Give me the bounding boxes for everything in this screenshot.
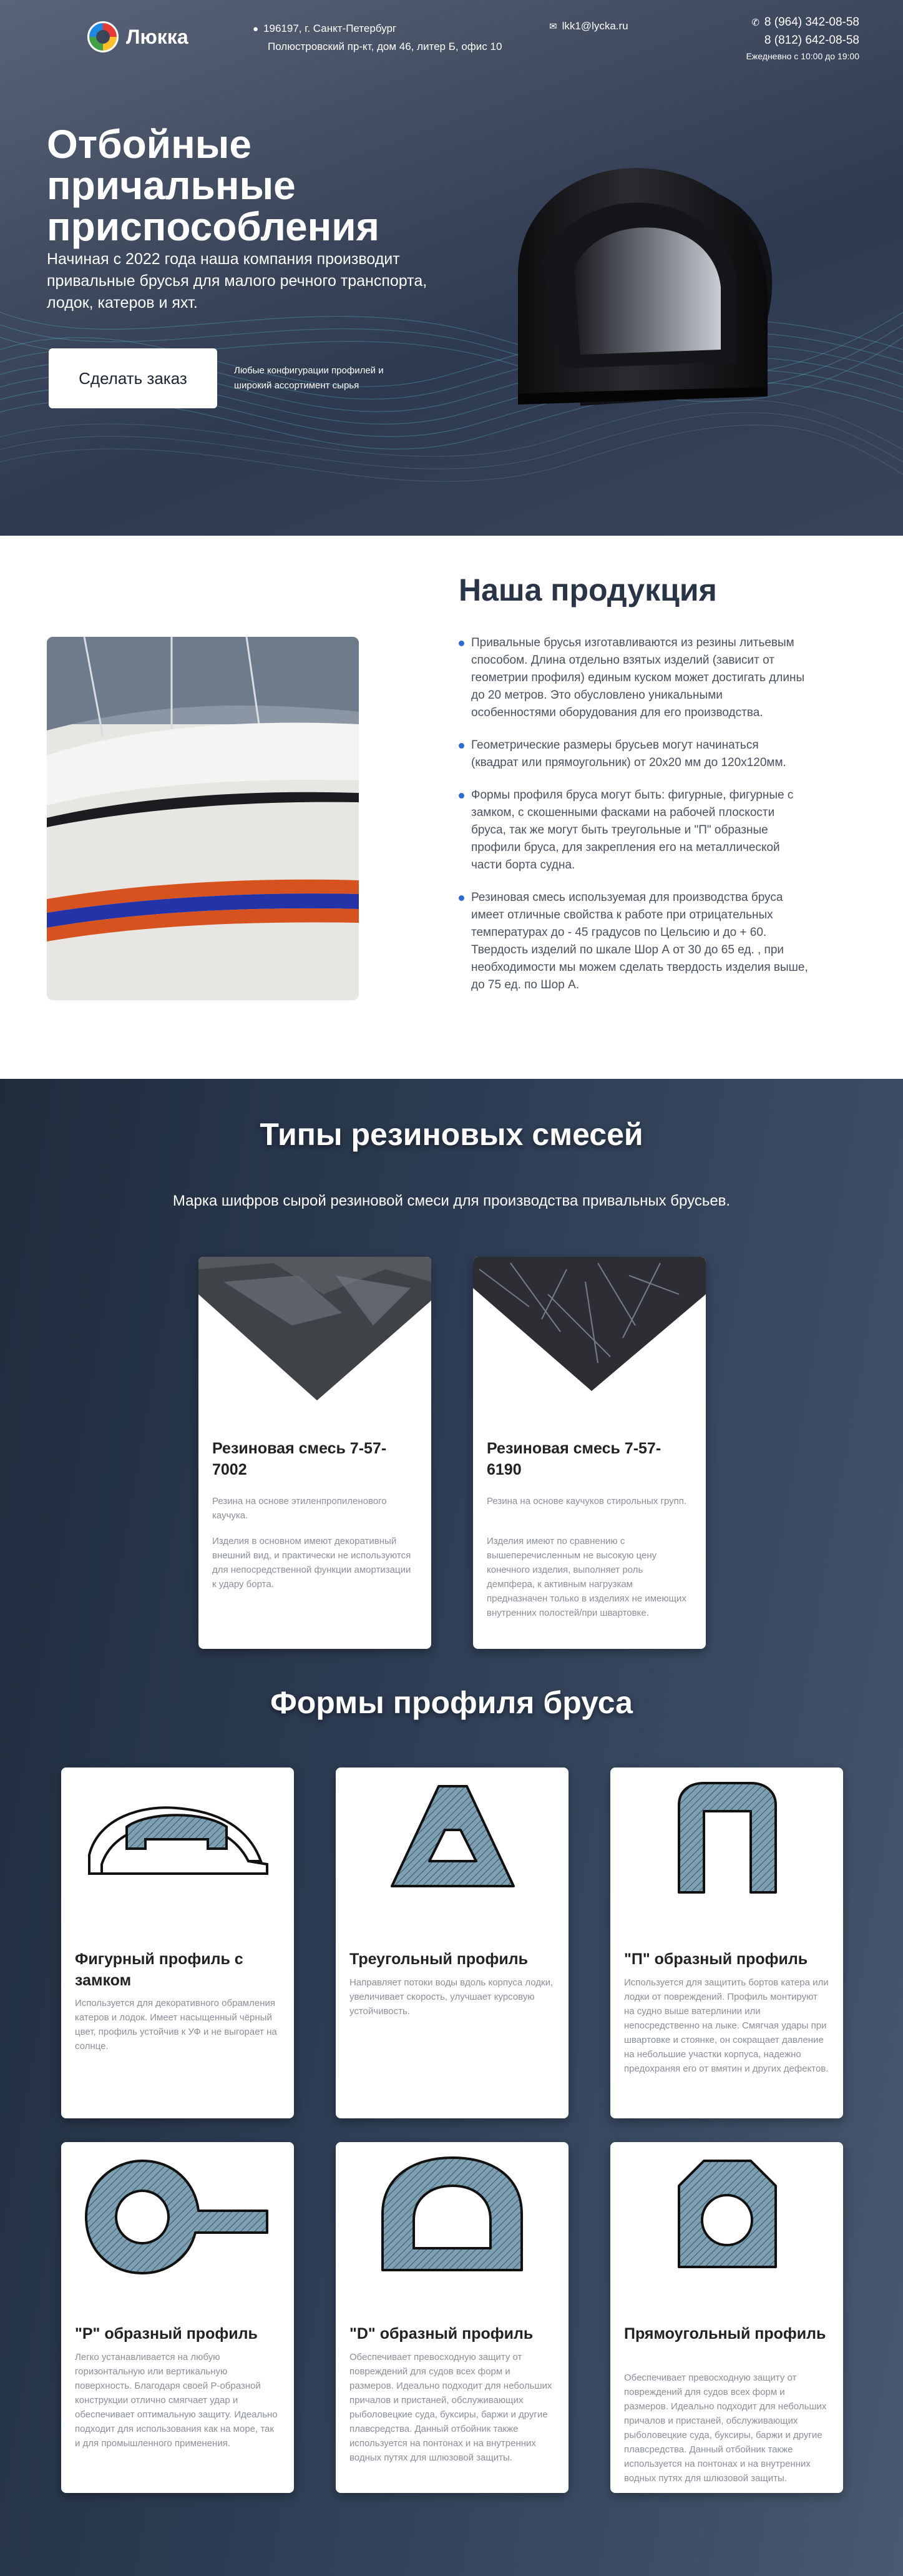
rubber-compound-image: [473, 1257, 706, 1411]
profile-card-title: Треугольный профиль: [349, 1950, 528, 1968]
profile-card: [61, 1767, 294, 2118]
d-shape-profile-icon: [336, 2142, 569, 2292]
mix-card: [473, 1257, 706, 1649]
list-item: Формы профиля бруса могут быть: фигурные, фигурные с замком, с скошенными фасками на рабочей плоскости бруса, так же могут быть треугольные и "П" образные профили бруса, для закрепления его на металлической части борта судна.: [459, 787, 808, 874]
profiles-title: Формы профиля бруса: [270, 1685, 633, 1720]
mix-card-title: Резиновая смесь 7-57-6190: [487, 1440, 661, 1478]
working-hours: Ежедневно с 10:00 до 19:00: [746, 51, 859, 61]
fender-product-image: [505, 156, 793, 425]
list-item: Привальные брусья изготавливаются из резины литьевым способом. Длина отдельно взятых изделий (зависит от геометрии профиля) единым куском может достигать длины до 20 метров. Это обусловлено уникальными особенностями оборудования для его производства.: [459, 634, 808, 722]
order-note: Любые конфигурации профилей и широкий ассортимент сырья: [234, 365, 384, 391]
triangle-profile-icon: [336, 1767, 569, 1917]
rubber-compound-image: [198, 1257, 431, 1411]
mix-card-text-2: Изделия имеют по сравнению с вышеперечисленным не высокую цену конечного изделия, выполняет роль демпфера, к активным нагрузкам предназначен только в изделиях не имеющих внутренних полостей/при швартовке.: [487, 1536, 686, 1618]
order-button[interactable]: Сделать заказ: [49, 348, 217, 408]
list-item: Геометрические размеры брусьев могут начинаться (квадрат или прямоугольник) от 20х20 мм до 120х120мм.: [459, 737, 808, 772]
address-line-2: Полюстровский пр-кт, дом 46, литер Б, офис 10: [268, 41, 502, 52]
phones: [746, 14, 859, 63]
profile-card: [336, 1767, 569, 2118]
profile-card-title: Фигурный профиль с замком: [75, 1950, 243, 1989]
materials-section: [0, 1079, 903, 2576]
mix-card-title: Резиновая смесь 7-57-7002: [212, 1440, 387, 1478]
brand-name: Люкка: [126, 25, 188, 48]
mix-card-text-1: Резина на основе каучуков стирольных групп.: [487, 1496, 687, 1507]
hero-section: [0, 0, 903, 536]
top-bar: [87, 14, 859, 64]
figured-lock-profile-icon: [61, 1767, 294, 1917]
mix-card: [198, 1257, 431, 1649]
profile-card-title: "Р" образный профиль: [75, 2325, 258, 2342]
profile-card: [336, 2142, 569, 2493]
hero-subtitle: Начиная с 2022 года наша компания производит привальные брусья для малого речного транспорта, лодок, катеров и яхт.: [47, 250, 427, 312]
rectangular-profile-icon: [610, 2142, 843, 2292]
logo[interactable]: [87, 21, 188, 52]
profile-card: [610, 1767, 843, 2118]
phone-1[interactable]: 8 (964) 342-08-58: [764, 16, 859, 29]
profile-card-title: "П" образный профиль: [624, 1950, 808, 1968]
profile-card: [610, 2142, 843, 2493]
phone-2[interactable]: 8 (812) 642-08-58: [764, 34, 859, 47]
profile-card-text: Направляет потоки воды вдоль корпуса лодки, увеличивает скорость, улучшает курсовую устойчивость.: [349, 1977, 554, 2017]
products-title: Наша продукция: [459, 573, 717, 607]
mix-card-text-2: Изделия в основном имеют декоративный внешний вид, и практически не используются для непосредственной функции амортизации к удару борта.: [212, 1536, 411, 1590]
mail-icon: ✉: [549, 21, 557, 32]
profile-card-text: Обеспечивает превосходную защиту от повреждений для судов всех форм и размеров. Идеально подходит для небольших причалов и пристаней, обслуживающих рыболовецкие суда, буксиры, баржи и другие плавсредства. Данный отбойник также используется на понтонах и на внутренних водных путях для шлюзовой защиты.: [624, 2372, 827, 2484]
logo-icon: [87, 21, 119, 52]
mixes-title: Типы резиновых смесей: [260, 1117, 643, 1152]
profile-card-text: Обеспечивает превосходную защиту от повреждений для судов всех форм и размеров. Идеально подходит для небольших причалов и пристаней, обслуживающих рыболовецкие суда, буксиры, баржи и другие плавсредства. Данный отбойник также используется на понтонах и на внутренних водных путях для шлюзовой защиты.: [349, 2352, 552, 2463]
location-pin-icon: ●: [253, 24, 259, 34]
profile-card-text: Используется для декоративного обрамления катеров и лодок. Имеет насыщенный чёрный цвет, профиль устойчив к УФ и не выгорает на солнце.: [75, 1998, 277, 2052]
boat-side-photo: [47, 637, 359, 1000]
phone-icon: ✆: [751, 17, 759, 28]
list-item: Резиновая смесь используемая для производства бруса имеет отличные свойства к работе при отрицательных температурах до - 45 градусов по Цельсию и до + 60. Твердость изделий по шкале Шор А от 30 до 65 ед. , при необходимости мы можем сделать твердость изделия выше, до 75 ед. по Шор А.: [459, 889, 808, 994]
profile-card-text: Легко устанавливается на любую горизонтальную или вертикальную поверхность. Благодаря своей Р-образной конструкции отлично смягчает удар и обеспечивает оптимальную защиту. Идеально подходит для использования как на море, так и для промышленного применения.: [75, 2352, 278, 2449]
mixes-subtitle: Марка шифров сырой резиновой смеси для производства привальных брусьев.: [172, 1192, 731, 1209]
profile-card: [61, 2142, 294, 2493]
profile-card-text: Используется для защитить бортов катера или лодки от повреждений. Профиль монтируют на судно выше ватерлинии или непосредственно на лыке. Смягчая удары при швартовке и стоянке, он сокращает давление на небольшие участки корпуса, надежно предохраняя его от вмятин и других дефектов.: [624, 1977, 829, 2074]
products-list: [459, 634, 808, 1009]
p-shape-profile-icon: [610, 1767, 843, 1917]
products-section: [0, 536, 903, 1079]
profile-card-title: "D" образный профиль: [349, 2325, 534, 2342]
mix-card-text-1: Резина на основе этиленпропиленового каучука.: [212, 1496, 387, 1521]
p-round-profile-icon: [61, 2142, 294, 2292]
email-contact[interactable]: [549, 20, 628, 32]
profile-card-title: Прямоугольный профиль: [624, 2325, 826, 2342]
email-link[interactable]: lkk1@lycka.ru: [562, 20, 628, 32]
hero-title: Отбойные причальные приспособления: [47, 122, 379, 249]
address-line-1: 196197, г. Санкт-Петербург: [263, 22, 397, 34]
address: [253, 20, 502, 56]
